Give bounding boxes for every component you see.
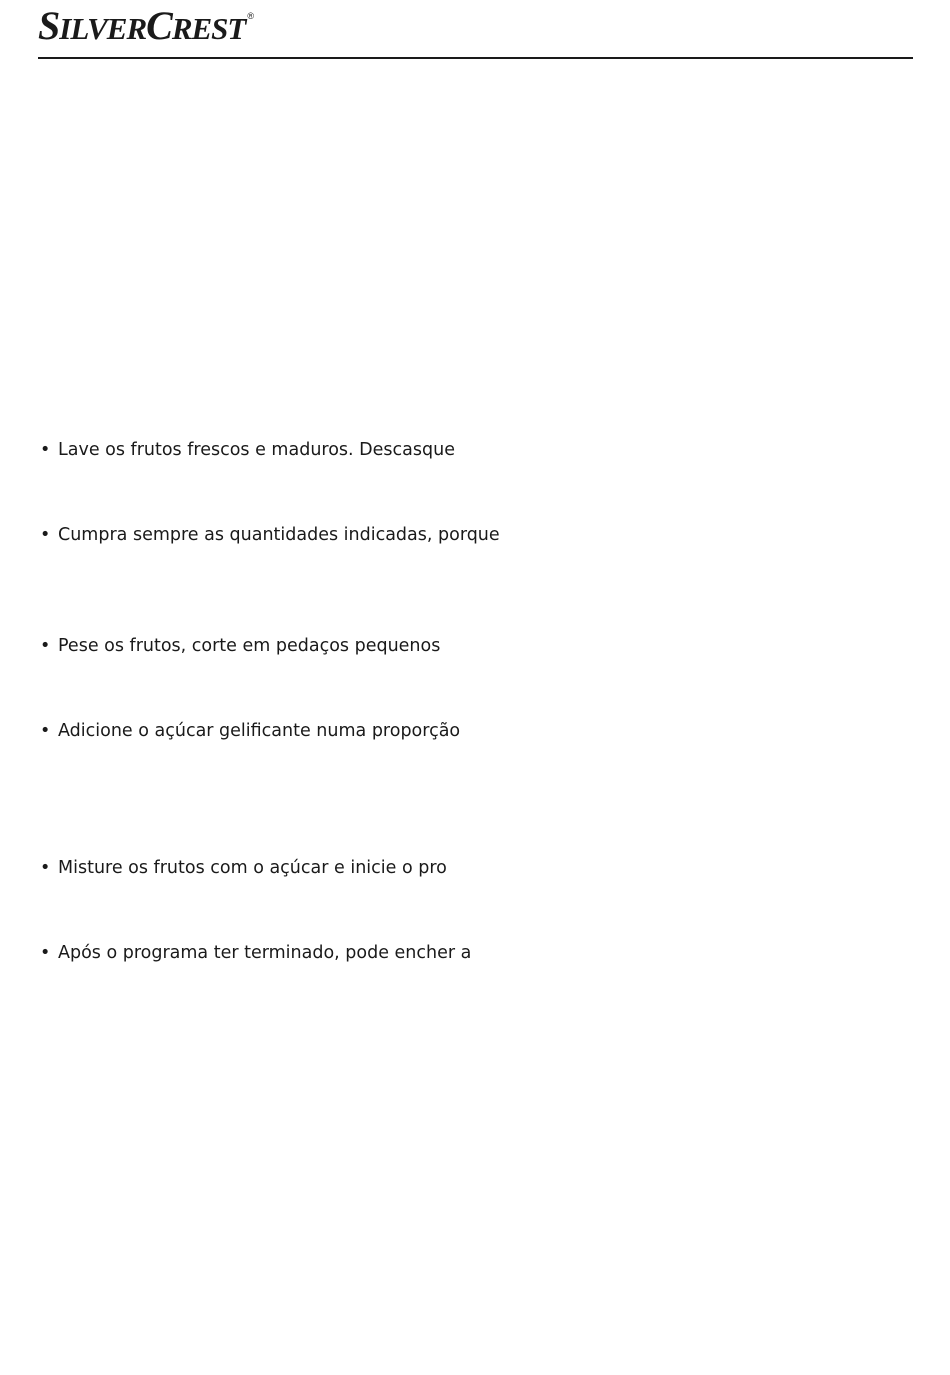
bullet-icon: • xyxy=(40,525,51,545)
registered-mark: ® xyxy=(247,11,254,21)
bullet-icon: • xyxy=(40,858,51,878)
list-item-text: Adicione o açúcar gelificante numa proporção xyxy=(58,721,461,741)
list-item xyxy=(40,942,471,964)
bullet-icon: • xyxy=(40,636,51,656)
logo-letter-s: S xyxy=(38,3,60,48)
logo-letters-rest: REST xyxy=(171,11,246,46)
list-item xyxy=(40,524,500,546)
list-item xyxy=(40,720,460,742)
bullet-icon: • xyxy=(40,943,51,963)
list-item-text: Lave os frutos frescos e maduros. Descasque xyxy=(58,440,455,460)
silvercrest-logo xyxy=(38,3,254,48)
logo-letters-ilver: ILVER xyxy=(59,11,147,46)
logo-letter-c: C xyxy=(146,3,172,48)
list-item-text: Cumpra sempre as quantidades indicadas, porque xyxy=(58,525,500,545)
list-item xyxy=(40,439,455,461)
header-divider xyxy=(38,57,913,59)
list-item-text: Após o programa ter terminado, pode encher a xyxy=(58,943,472,963)
list-item xyxy=(40,857,447,879)
list-item-text: Pese os frutos, corte em pedaços pequenos xyxy=(58,636,441,656)
page-header xyxy=(38,0,913,59)
bullet-icon: • xyxy=(40,440,51,460)
list-item xyxy=(40,635,440,657)
list-item-text: Misture os frutos com o açúcar e inicie o pro xyxy=(58,858,447,878)
bullet-icon: • xyxy=(40,721,51,741)
